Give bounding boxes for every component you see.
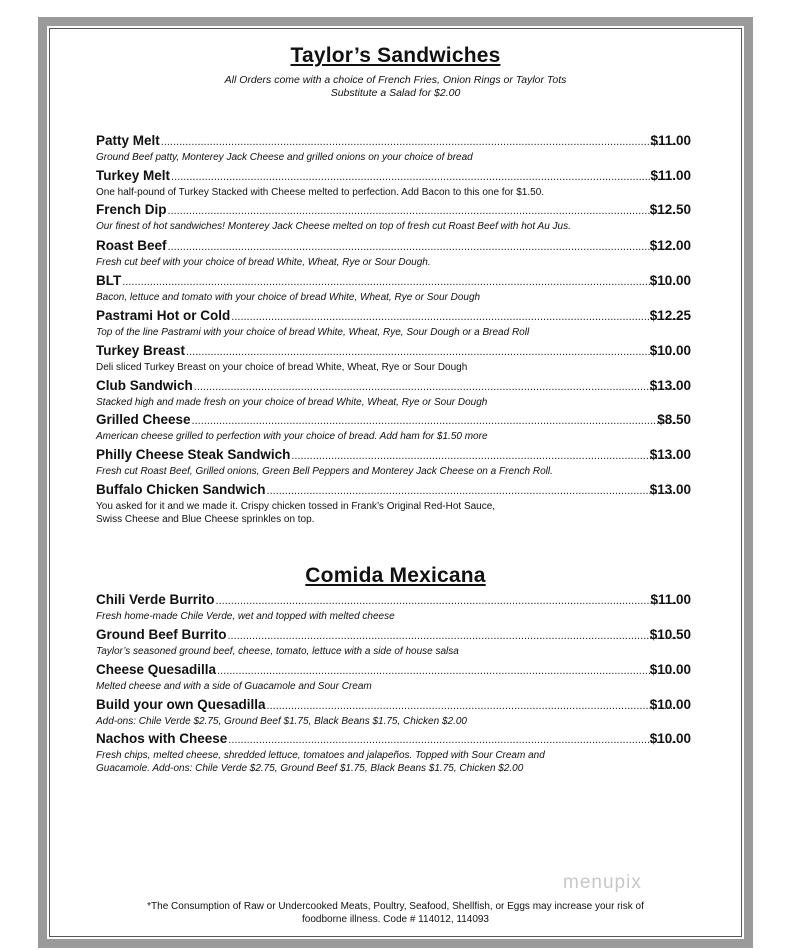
footnote-line-2: foodborne illness. Code # 114012, 114093 (302, 914, 489, 925)
dot-leader (161, 136, 676, 148)
item-description: Ground Beef patty, Monterey Jack Cheese and grilled onions on your choice of bread (96, 152, 473, 163)
item-price: $10.00 (649, 731, 691, 746)
menu-item-french-dip (96, 202, 691, 233)
item-price: $11.00 (650, 133, 691, 148)
dot-leader (171, 171, 676, 183)
menu-item-pastrami (96, 308, 691, 339)
item-name: Cheese Quesadilla (96, 662, 217, 677)
sandwiches-title: Taylor’s Sandwiches (290, 44, 501, 67)
dot-leader (216, 595, 676, 607)
item-price: $11.00 (650, 592, 691, 607)
menu-item-chili-verde-burrito (96, 592, 691, 623)
menu-item-turkey-breast (96, 343, 691, 374)
item-description: Deli sliced Turkey Breast on your choice of bread White, Wheat, Rye or Sour Dough (96, 362, 468, 373)
item-price: $12.25 (649, 308, 691, 323)
footnote-line-1: *The Consumption of Raw or Undercooked Meats, Poultry, Seafood, Shellfish, or Eggs may increase your risk of (147, 901, 644, 912)
item-name: Nachos with Cheese (96, 731, 228, 746)
menu-item-build-your-own-quesadilla (96, 697, 691, 728)
item-name: Chili Verde Burrito (96, 592, 215, 607)
item-description: You asked for it and we made it. Crispy chicken tossed in Frank’s Original Red-Hot Sauce, (96, 501, 496, 512)
menu-item-philly-cheese-steak (96, 447, 691, 478)
item-name: BLT (96, 273, 122, 288)
menu-item-cheese-quesadilla (96, 662, 691, 693)
item-price: $10.50 (649, 627, 691, 642)
dot-leader (192, 415, 676, 427)
item-price: $10.00 (649, 697, 691, 712)
menu-item-nachos-with-cheese (96, 731, 691, 775)
menu-item-club-sandwich (96, 378, 691, 409)
menu-item-grilled-cheese (96, 412, 691, 443)
item-price: $10.00 (649, 662, 691, 677)
item-name: Ground Beef Burrito (96, 627, 227, 642)
item-name: Buffalo Chicken Sandwich (96, 482, 266, 497)
item-price: $13.00 (649, 378, 691, 393)
item-description: American cheese grilled to perfection with your choice of bread. Add ham for $1.50 more (96, 431, 488, 442)
item-description: Fresh cut Roast Beef, Grilled onions, Green Bell Peppers and Monterey Jack Cheese on a French Roll. (96, 466, 553, 477)
dot-leader (267, 700, 676, 712)
item-description: One half-pound of Turkey Stacked with Cheese melted to perfection. Add Bacon to this one for $1.50. (96, 187, 545, 198)
menu-item-ground-beef-burrito (96, 627, 691, 658)
item-price: $11.00 (650, 168, 691, 183)
item-price: $13.00 (649, 482, 691, 497)
menu-item-roast-beef (96, 238, 691, 269)
item-price: $13.00 (649, 447, 691, 462)
dot-leader (291, 450, 676, 462)
menu-item-buffalo-chicken (96, 482, 691, 526)
item-description: Add-ons: Chile Verde $2.75, Ground Beef $1.75, Black Beans $1.75, Chicken $2.00 (96, 716, 467, 727)
dot-leader (194, 381, 676, 393)
item-name: Roast Beef (96, 238, 167, 253)
item-description: Melted cheese and with a side of Guacamole and Sour Cream (96, 681, 372, 692)
menu-item-patty-melt (96, 133, 691, 164)
dot-leader (186, 346, 676, 358)
dot-leader (231, 311, 676, 323)
item-price: $10.00 (649, 343, 691, 358)
item-price: $12.00 (649, 238, 691, 253)
item-description: Stacked high and made fresh on your choice of bread White, Wheat, Rye or Sour Dough (96, 397, 488, 408)
dot-leader (122, 276, 676, 288)
item-name: Philly Cheese Steak Sandwich (96, 447, 291, 462)
dot-leader (168, 205, 676, 217)
item-description: Fresh home-made Chile Verde, wet and topped with melted cheese (96, 611, 395, 622)
item-price: $10.00 (649, 273, 691, 288)
item-description: Our finest of hot sandwiches! Monterey Jack Cheese melted on top of fresh cut Roast Beef with hot Au Jus. (96, 221, 571, 232)
item-name: Grilled Cheese (96, 412, 191, 427)
item-description: Bacon, lettuce and tomato with your choice of bread White, Wheat, Rye or Sour Dough (96, 292, 481, 303)
item-description: Fresh cut beef with your choice of bread White, Wheat, Rye or Sour Dough. (96, 257, 431, 268)
mexicana-title: Comida Mexicana (305, 564, 486, 587)
item-name: French Dip (96, 202, 167, 217)
menu-page (38, 17, 753, 948)
menu-item-turkey-melt (96, 168, 691, 199)
item-description: Top of the line Pastrami with your choice of bread White, Wheat, Rye, Sour Dough or a Bread Roll (96, 327, 530, 338)
menu-item-blt (96, 273, 691, 304)
item-price: $12.50 (649, 202, 691, 217)
dot-leader (168, 241, 676, 253)
sandwiches-subtitle (47, 74, 744, 100)
item-price: $8.50 (657, 412, 691, 427)
dot-leader (228, 630, 677, 642)
item-description: Fresh chips, melted cheese, shredded lettuce, tomatoes and jalapeños. Topped with Sour Cream and (96, 750, 545, 761)
item-name: Turkey Melt (96, 168, 171, 183)
item-description: Taylor’s seasoned ground beef, cheese, tomato, lettuce with a side of house salsa (96, 646, 459, 657)
item-description-line-2: Swiss Cheese and Blue Cheese sprinkles on top. (96, 514, 315, 525)
item-description-line-2: Guacamole. Add-ons: Chile Verde $2.75, Ground Beef $1.75, Black Beans $1.75, Chicken $2.00 (96, 763, 524, 774)
item-name: Turkey Breast (96, 343, 186, 358)
item-name: Patty Melt (96, 133, 160, 148)
dot-leader (217, 665, 676, 677)
item-name: Pastrami Hot or Cold (96, 308, 231, 323)
dot-leader (267, 485, 676, 497)
item-name: Club Sandwich (96, 378, 193, 393)
menupix-watermark: menupix (563, 872, 642, 893)
subtitle-line-1: All Orders come with a choice of French Fries, Onion Rings or Taylor Tots (224, 74, 567, 86)
subtitle-line-2: Substitute a Salad for $2.00 (330, 87, 461, 99)
health-footnote (47, 900, 744, 926)
dot-leader (228, 734, 676, 746)
item-name: Build your own Quesadilla (96, 697, 266, 712)
